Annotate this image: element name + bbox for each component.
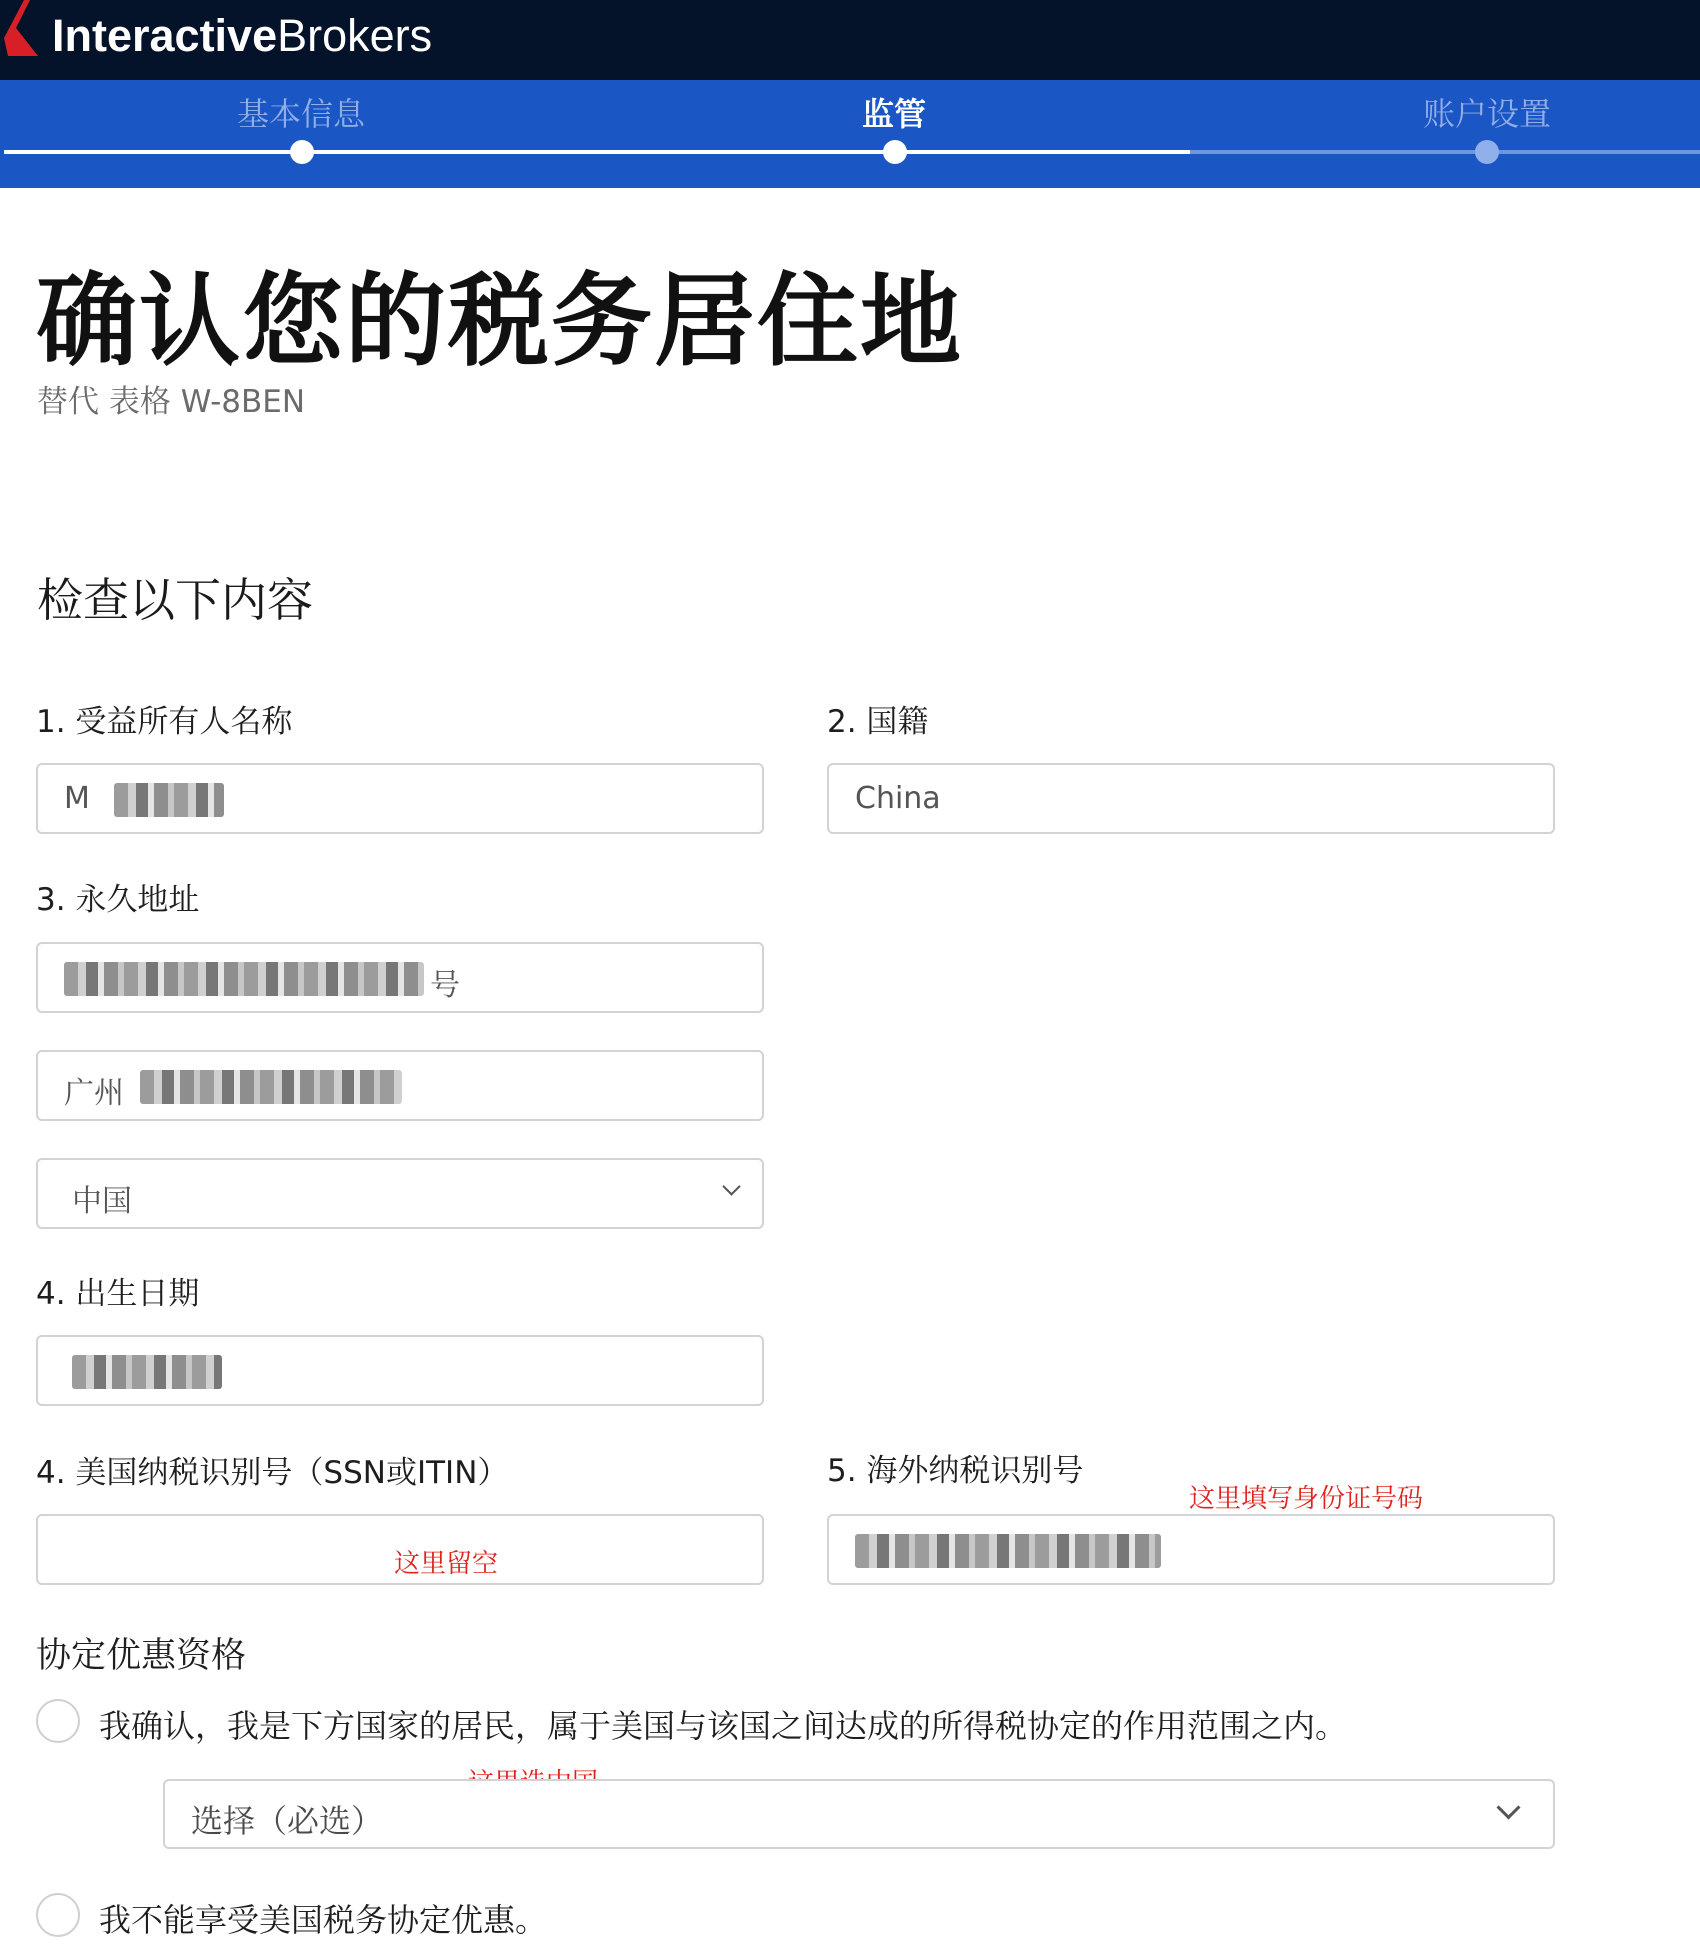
us-tin-label: 4. 美国纳税识别号（SSN或ITIN） bbox=[36, 1455, 509, 1491]
top-bar bbox=[0, 0, 1700, 80]
chevron-down-icon bbox=[1496, 1795, 1520, 1819]
step-regulatory-dot bbox=[883, 140, 907, 164]
treaty-heading: 协定优惠资格 bbox=[36, 1636, 247, 1676]
step-regulatory[interactable]: 监管 bbox=[861, 95, 927, 133]
foreign-tin-annotation: 这里填写身份证号码 bbox=[1189, 1484, 1424, 1514]
beneficial-owner-value: M bbox=[64, 781, 90, 816]
page-title: 确认您的税务居住地 bbox=[36, 262, 964, 380]
beneficial-owner-field[interactable] bbox=[36, 763, 764, 834]
address-line1-field[interactable] bbox=[36, 942, 764, 1013]
treaty-no-radio[interactable] bbox=[36, 1893, 80, 1937]
redacted-name bbox=[114, 783, 224, 817]
address-country-value: 中国 bbox=[72, 1184, 132, 1219]
progress-stepper bbox=[0, 80, 1700, 188]
page-subtitle: 替代 表格 W-8BEN bbox=[37, 384, 306, 420]
redacted-address-line1 bbox=[64, 962, 424, 996]
us-tin-field[interactable] bbox=[36, 1514, 764, 1585]
treaty-country-select[interactable] bbox=[163, 1779, 1555, 1849]
ib-logo-icon bbox=[4, 0, 38, 56]
treaty-claim-text[interactable]: 我确认，我是下方国家的居民，属于美国与该国之间达成的所得税协定的作用范围之内。 bbox=[99, 1707, 1348, 1745]
treaty-country-placeholder: 选择（必选） bbox=[191, 1802, 384, 1840]
address-line1-suffix: 号 bbox=[430, 968, 460, 1003]
beneficial-owner-label: 1. 受益所有人名称 bbox=[36, 704, 293, 740]
step-account-settings-dot bbox=[1475, 140, 1499, 164]
step-account-settings[interactable]: 账户设置 bbox=[1422, 95, 1552, 133]
redacted-address-line2 bbox=[140, 1070, 402, 1104]
redacted-foreign-tin bbox=[855, 1534, 1161, 1568]
progress-track-remaining bbox=[1190, 150, 1700, 154]
permanent-address-label: 3. 永久地址 bbox=[36, 882, 200, 918]
section-heading: 检查以下内容 bbox=[37, 573, 313, 627]
brand-logo[interactable]: InteractiveBrokers bbox=[52, 10, 433, 61]
dob-label: 4. 出生日期 bbox=[36, 1276, 200, 1312]
step-basic-info[interactable]: 基本信息 bbox=[236, 95, 366, 133]
foreign-tin-field[interactable] bbox=[827, 1514, 1555, 1585]
address-line2-field[interactable] bbox=[36, 1050, 764, 1121]
citizenship-label: 2. 国籍 bbox=[827, 704, 929, 740]
treaty-claim-radio[interactable] bbox=[36, 1699, 80, 1743]
foreign-tin-label: 5. 海外纳税识别号 bbox=[827, 1453, 1084, 1489]
progress-track-complete bbox=[4, 150, 1190, 154]
us-tin-annotation: 这里留空 bbox=[394, 1549, 499, 1579]
citizenship-field[interactable] bbox=[827, 763, 1555, 834]
address-country-select[interactable] bbox=[36, 1158, 764, 1229]
address-line2-prefix: 广州 bbox=[64, 1076, 124, 1111]
treaty-no-text[interactable]: 我不能享受美国税务协定优惠。 bbox=[99, 1901, 548, 1939]
redacted-dob bbox=[72, 1355, 222, 1389]
step-basic-info-dot bbox=[290, 140, 314, 164]
chevron-down-icon bbox=[722, 1177, 740, 1195]
citizenship-value: China bbox=[855, 781, 941, 816]
dob-field[interactable] bbox=[36, 1335, 764, 1406]
